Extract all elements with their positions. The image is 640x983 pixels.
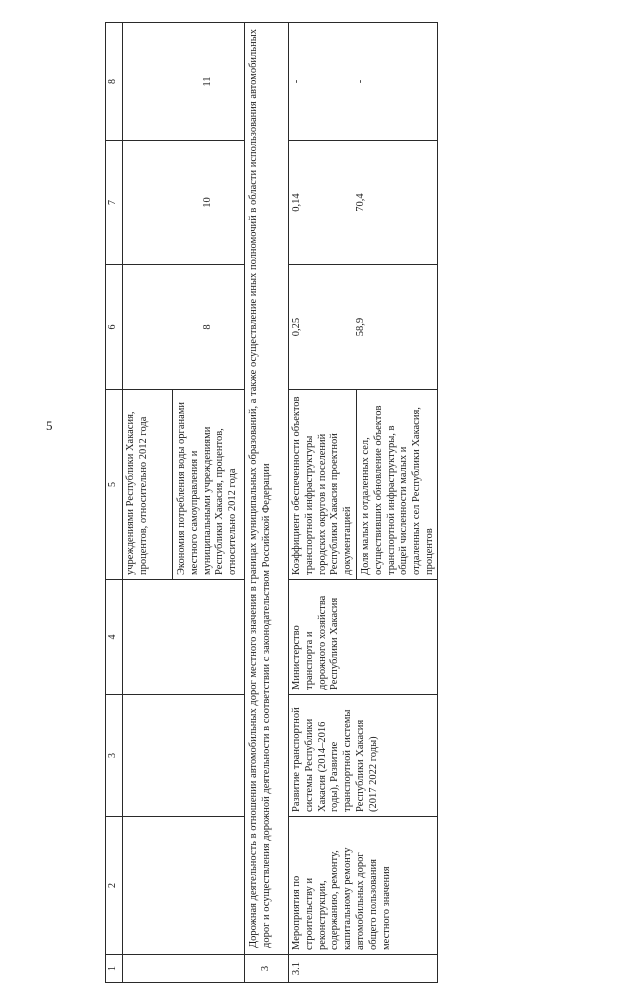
value-2017-cell [123, 141, 245, 265]
item-name: Мероприятия по строительству и реконструкции, содержанию, ремонту, капитальному ремонту автомобильных дорог общего пользования местного значения [289, 817, 438, 955]
indicator-text: Экономия потребления воды органами местного самоуправления и муниципальными учреждениями Республики Хакасия, процентов, относительно 2012 года [172, 390, 240, 579]
item-row [289, 23, 438, 983]
value-2018: - [291, 79, 302, 84]
value-2017: 70,4 [355, 193, 366, 212]
col-header-4: 4 [106, 580, 123, 695]
indicator-cell [123, 390, 245, 580]
value-2016: 0,25 [291, 317, 302, 337]
col-header-8: 8 [106, 23, 123, 141]
continuation-row [123, 23, 245, 983]
value-2016: 58,9 [355, 317, 366, 337]
indicator-text: Коэффициент обеспеченности объектов транспортной инфраструктуры городских округов и поселений Республики Хакасия проектной документацией [291, 396, 354, 575]
indicator-text: учреждениями Республики Хакасия, процентов, относительно 2012 года [125, 411, 149, 575]
value-2016-cell [123, 265, 245, 390]
item-responsible: Министерство транспорта и дорожного хозяйства Республики Хакасия [289, 580, 438, 695]
col-header-3: 3 [106, 695, 123, 817]
empty-cell [123, 817, 245, 955]
value-2018: - [355, 79, 366, 84]
empty-cell [123, 580, 245, 695]
col-header-1: 1 [106, 955, 123, 983]
col-header-2: 2 [106, 817, 123, 955]
rotated-table-sheet [105, 23, 435, 983]
targets-table [105, 22, 438, 983]
value-2017: 10 [202, 197, 214, 208]
header-row [106, 23, 123, 983]
item-number: 3.1 [289, 955, 438, 983]
item-program: Развитие транспортной системы Республики Хакасия (2014–2016 годы), Развитие транспортной системы Республики Хакасия (2017 2022 годы) [289, 695, 438, 817]
col-header-7: 7 [106, 141, 123, 265]
section-title: Дорожная деятельность в отношении автомобильных дорог местного значения в границах муниципальных образований, а также осуществление иных полномочий в области использования автомобильных дорог и осуществления дорожной деятельности в соответствии с законодательством Российской Федерации [245, 23, 289, 955]
indicator-cell [289, 390, 438, 580]
col-header-5: 5 [106, 390, 123, 580]
col-header-6: 6 [106, 265, 123, 390]
indicator-text: Доля малых и отдаленных сел, осуществивших обновление объектов транспортной инфраструктуры, в общей численности малых и отдаленных сел Республики Хакасия, процентов [356, 390, 437, 579]
value-2018-cell [123, 23, 245, 141]
value-2018-cell [289, 23, 438, 141]
value-2018: 11 [202, 76, 214, 87]
page-number: 5 [46, 418, 53, 433]
empty-cell [123, 955, 245, 983]
value-2016-cell [289, 265, 438, 390]
section-number: 3 [245, 955, 289, 983]
section-row [245, 23, 289, 983]
value-2016: 8 [202, 324, 214, 330]
value-2017: 0,14 [291, 193, 302, 212]
empty-cell [123, 695, 245, 817]
value-2017-cell [289, 141, 438, 265]
